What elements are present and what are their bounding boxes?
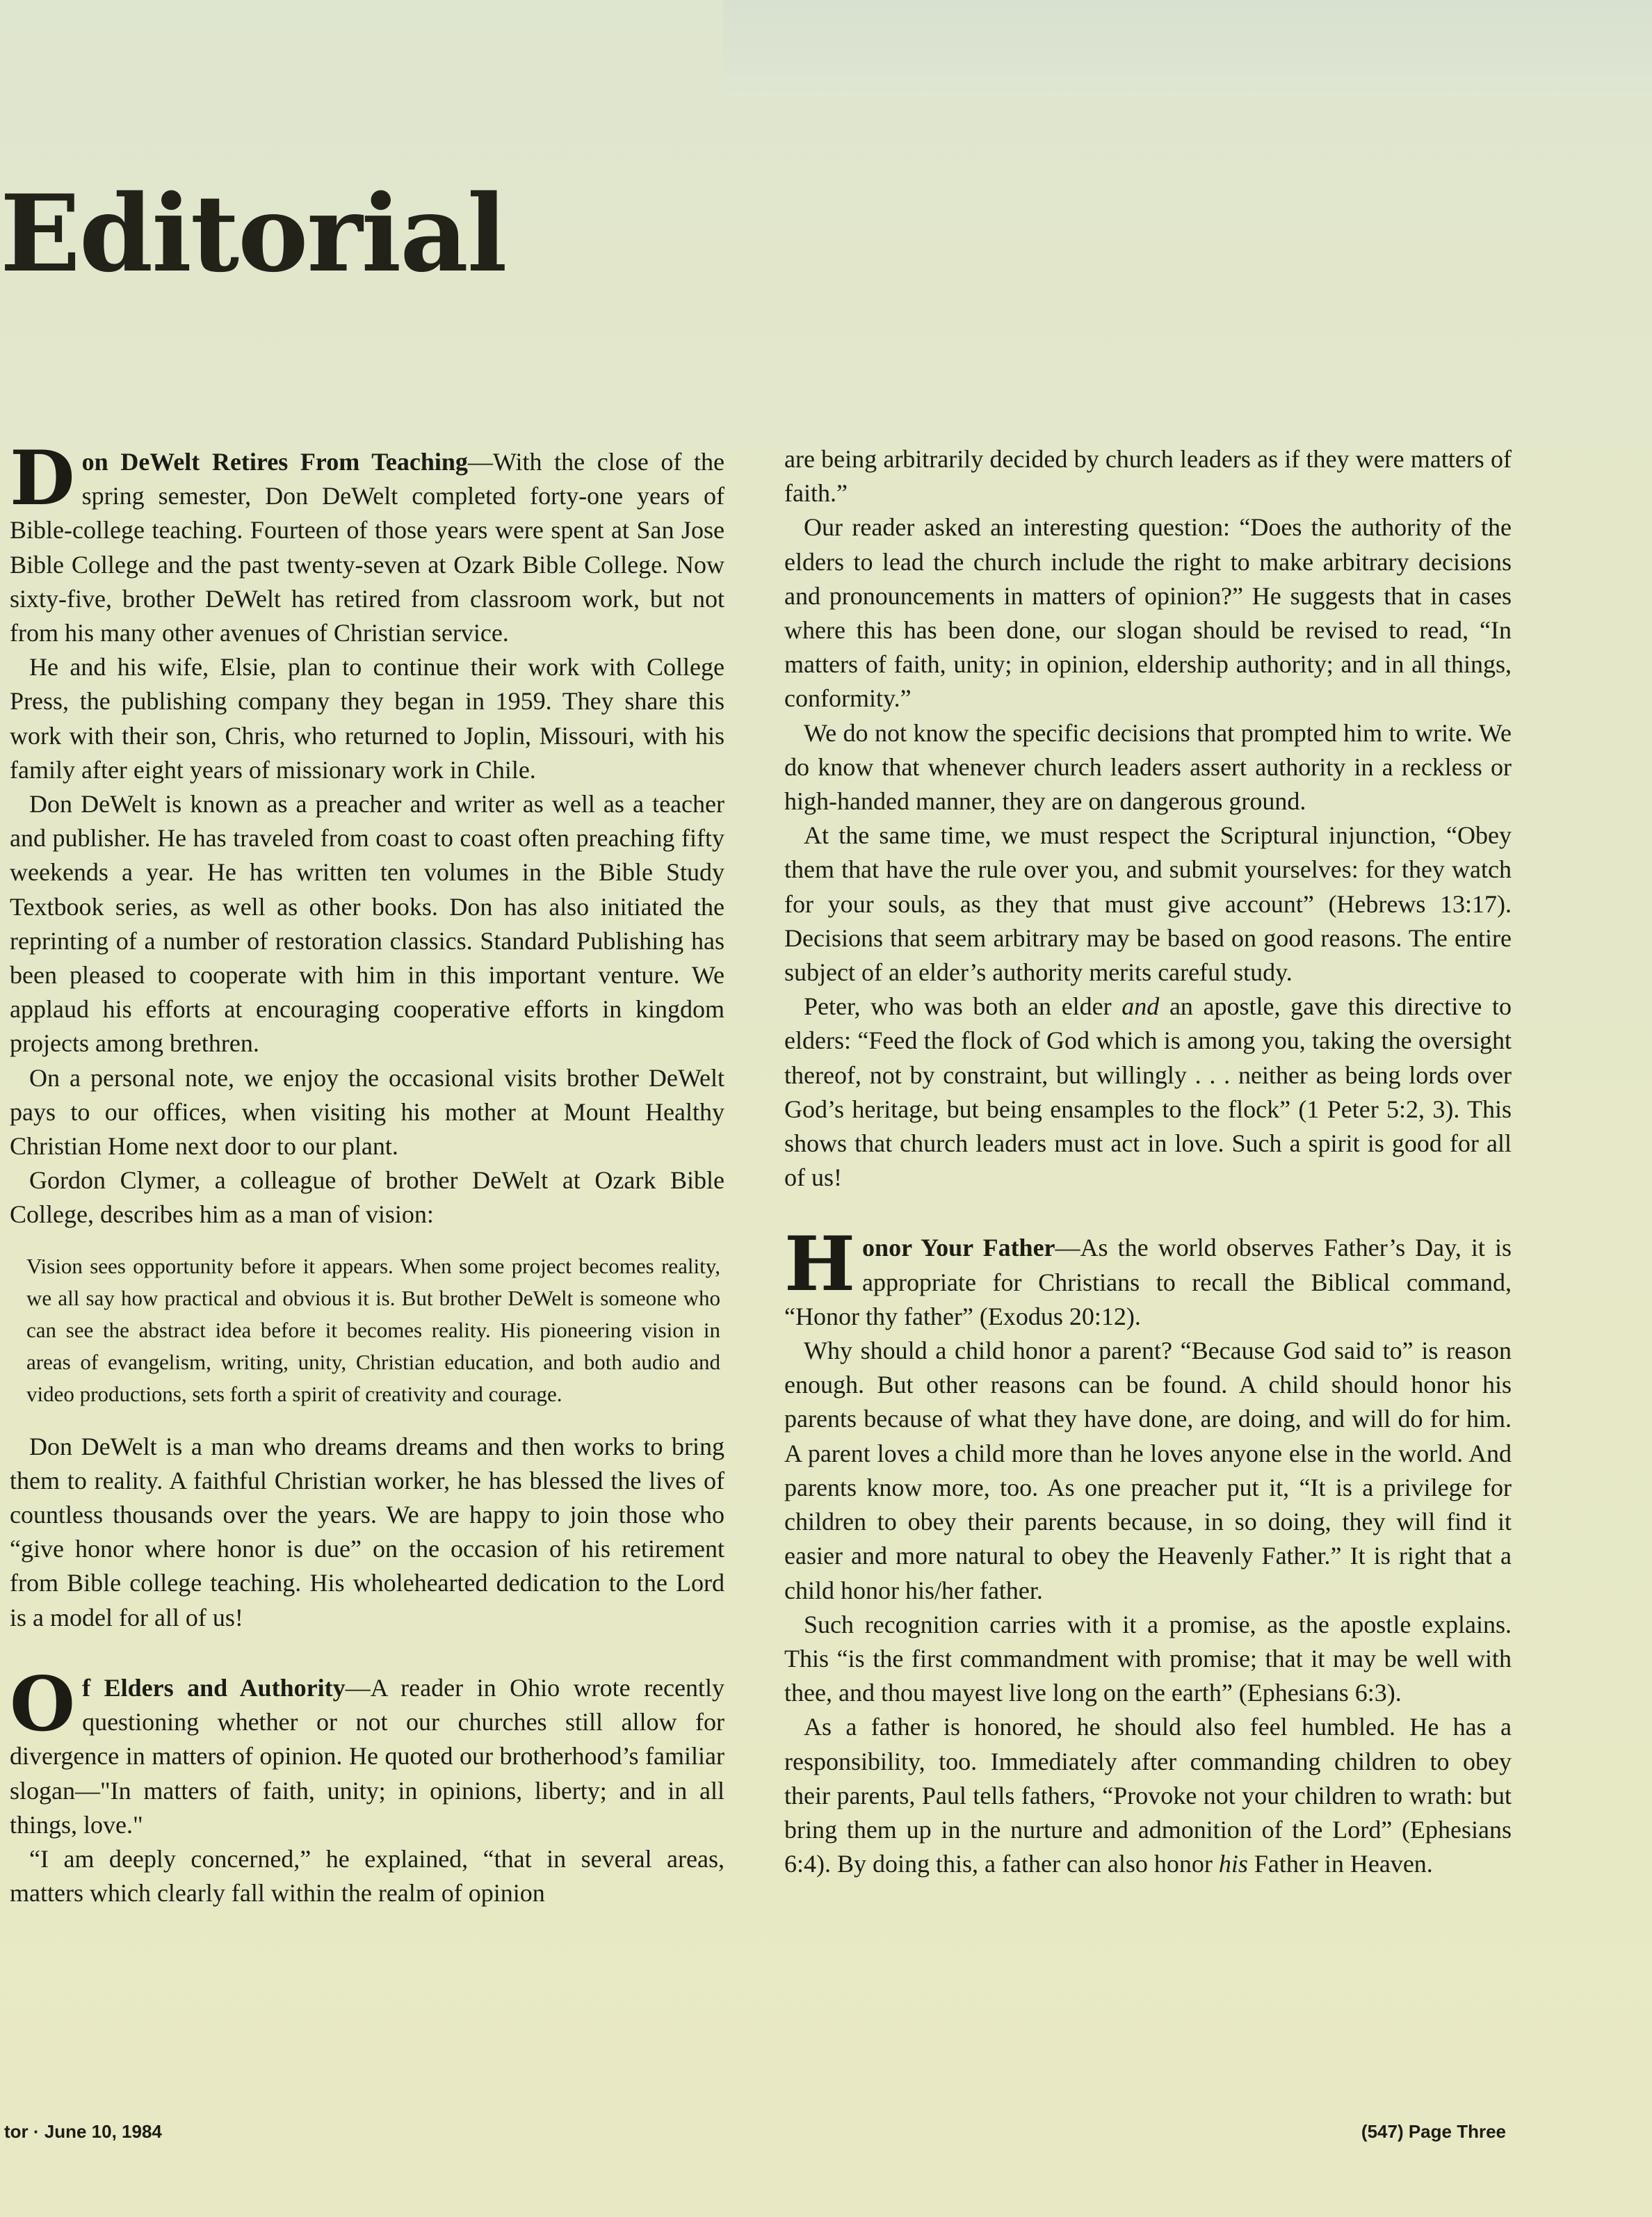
paragraph-text: —A reader in Ohio wrote recently questioning whether or not our churches still allow for divergence in matters of opinion. He quoted our brotherhood’s familiar slogan—"In matters of faith, unity; in opinions, liberty; and in all things, love." bbox=[10, 1673, 724, 1839]
paragraph: Don DeWelt is known as a preacher and writer as well as a teacher and publisher. He has traveled from coast to coast often preaching fifty weekends a year. He has written ten volumes in the Bible Study Textbook series, as well as other books. Don has also initiated the reprinting of a number of restoration classics. Standard Publishing has been pleased to cooperate with him in this important venture. We applaud his efforts at encouraging cooperative efforts in kingdom projects among brethren. bbox=[10, 790, 724, 1058]
emphasis: and bbox=[1121, 992, 1160, 1021]
paragraph bbox=[784, 990, 1512, 1195]
block-quote: Vision sees opportunity before it appears. When some project becomes reality, we all say how practical and obvious it is. But brother DeWelt is someone who can see the abstract idea before it becomes reality. His pioneering vision in areas of evangelism, writing, unity, Christian education, and both audio and video productions, sets forth a spirit of creativity and courage. bbox=[26, 1253, 720, 1406]
bleed-through-area bbox=[723, 0, 1652, 97]
paragraph: Gordon Clymer, a colleague of brother DeWelt at Ozark Bible College, describes him as a man of vision: bbox=[10, 1166, 724, 1229]
drop-cap: H bbox=[784, 1220, 856, 1309]
paragraph: “I am deeply concerned,” he explained, “that in several areas, matters which clearly fall within the realm of opinion bbox=[10, 1844, 724, 1908]
article-headline: on DeWelt Retires From Teaching bbox=[81, 448, 468, 476]
paragraph-continued: are being arbitrarily decided by church leaders as if they were matters of faith.” bbox=[784, 445, 1512, 508]
article-headline: f Elders and Authority bbox=[82, 1673, 346, 1702]
paragraph-text: —With the close of the spring semester, Don DeWelt completed forty-one years of Bible-college teaching. Fourteen of those years were spent at San Jose Bible College and the past twenty-seven at Ozark Bible College. Now sixty-five, brother DeWelt has retired from classroom work, but not from his many other avenues of Christian service. bbox=[10, 448, 724, 647]
article-father-lead bbox=[784, 1220, 1512, 1334]
paragraph-text: Peter, who was both an elder bbox=[804, 992, 1122, 1021]
right-column bbox=[784, 442, 1512, 1881]
article-headline: onor Your Father bbox=[862, 1234, 1055, 1262]
paragraph: Such recognition carries with it a promise, as the apostle explains. This “is the first commandment with promise; that it may be well with thee, and thou mayest live long on the earth” (Ephesians 6:3). bbox=[784, 1610, 1512, 1707]
footer-date: tor · June 10, 1984 bbox=[4, 2121, 162, 2142]
paragraph-text: —As the world observes Father’s Day, it is appropriate for Christians to recall the Biblical command, “Honor thy father” (Exodus 20:12). bbox=[784, 1234, 1512, 1330]
article-retirement-lead bbox=[10, 435, 724, 650]
paragraph: At the same time, we must respect the Scriptural injunction, “Obey them that have the rule over you, and submit yourselves: for they watch for your souls, as they that must give account” (Hebrews 13:17). Decisions that seem arbitrary may be based on good reasons. The entire subject of an elder’s authority merits careful study. bbox=[784, 821, 1512, 987]
paragraph: Our reader asked an interesting question: “Does the authority of the elders to lead the church include the right to make arbitrary decisions and pronouncements in matters of opinion?” He suggests that in cases where this has been done, our slogan should be revised to read, “In matters of faith, unity; in opinion, eldership authority; and in all things, conformity.” bbox=[784, 513, 1512, 713]
footer-page-number: (547) Page Three bbox=[1361, 2121, 1506, 2142]
bleed-through-ghost bbox=[723, 104, 1652, 410]
drop-cap: D bbox=[10, 435, 75, 522]
paragraph: Why should a child honor a parent? “Because God said to” is reason enough. But other reasons can be found. A child should honor his parents because of what they have done, are doing, and will do for him. A parent loves a child more than he loves anyone else in the world. And parents know more, too. As one preacher put it, “It is a privilege for children to obey their parents because, in so doing, they will find it easier and more natural to obey the Heavenly Father.” It is right that a child honor his/her father. bbox=[784, 1337, 1512, 1604]
paragraph-text: an apostle, gave this directive to elders: “Feed the flock of God which is among you, taking the oversight thereof, not by constraint, but willingly . . . neither as being lords over God’s heritage, but being ensamples to the flock” (1 Peter 5:2, 3). This shows that church leaders must act in love. Such a spirit is good for all of us! bbox=[784, 992, 1512, 1192]
article-elders-lead bbox=[10, 1660, 724, 1842]
paragraph-text: Father in Heaven. bbox=[1247, 1850, 1433, 1878]
page-title: Editorial bbox=[0, 171, 506, 296]
paragraph: We do not know the specific decisions that prompted him to write. We do know that whenever church leaders assert authority in a reckless or high-handed manner, they are on dangerous ground. bbox=[784, 718, 1512, 816]
emphasis: his bbox=[1218, 1850, 1248, 1878]
paragraph bbox=[784, 1710, 1512, 1881]
paragraph: He and his wife, Elsie, plan to continue their work with College Press, the publishing company they began in 1959. They share this work with their son, Chris, who returned to Joplin, Missouri, with his family after eight years of missionary work in Chile. bbox=[10, 653, 724, 784]
paragraph-text: As a father is honored, he should also feel humbled. He has a responsibility, too. Immediately after commanding children to obey their parents, Paul tells fathers, “Provoke not your children to wrath: but bring them up in the nurture and admonition of the Lord” (Ephesians 6:4). By doing this, a father can also honor bbox=[784, 1713, 1512, 1878]
left-column bbox=[10, 435, 724, 1910]
drop-cap: O bbox=[10, 1660, 76, 1748]
paragraph: On a personal note, we enjoy the occasional visits brother DeWelt pays to our offices, when visiting his mother at Mount Healthy Christian Home next door to our plant. bbox=[10, 1063, 724, 1161]
paragraph: Don DeWelt is a man who dreams dreams and then works to bring them to reality. A faithful Christian worker, he has blessed the lives of countless thousands over the years. We are happy to join those who “give honor where honor is due” on the occasion of his retirement from Bible college teaching. His wholehearted dedication to the Lord is a model for all of us! bbox=[10, 1432, 724, 1631]
